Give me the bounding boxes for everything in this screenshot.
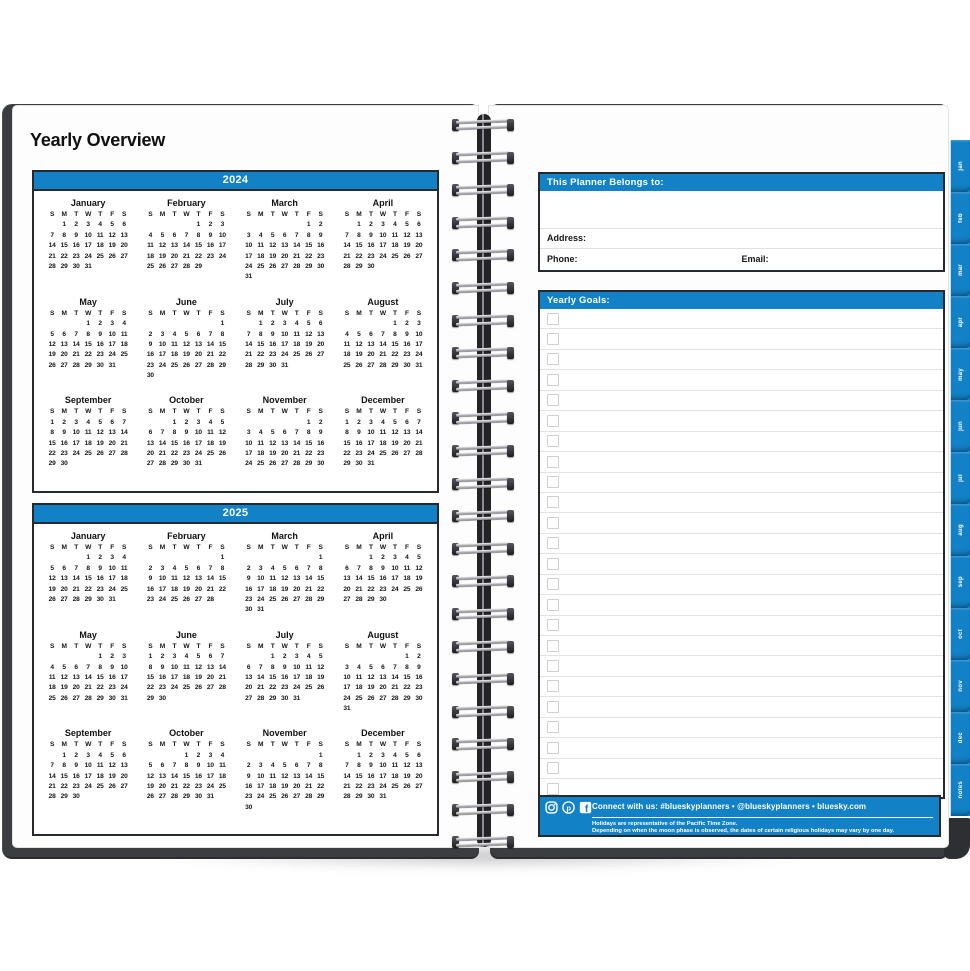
goal-checkbox[interactable]	[547, 619, 559, 631]
goal-checkbox[interactable]	[547, 558, 559, 570]
month-name: August	[367, 296, 399, 307]
goal-row[interactable]	[540, 411, 943, 431]
goal-row[interactable]	[540, 595, 943, 615]
svg-text:f: f	[584, 803, 589, 814]
mini-month-december	[334, 727, 432, 813]
month-tab-nov[interactable]	[951, 660, 970, 712]
month-grid: S M T W T F S 1 2 3 4 5 6 7 8 9 10 11 12 13 14 15 16 17 18 19 20 21 22 23 24 25 26 27 28 29 30	[245, 741, 325, 811]
month-grid: S M T W T F S 1 2 3 4 5 6 7 8 9 10 11 12 13 14 15 16 17 18 19 20 21 22 23 24 25 26 27 28 29	[146, 211, 226, 270]
goal-row[interactable]	[540, 309, 943, 329]
month-name: April	[372, 198, 394, 208]
month-grid: S M T W T F S 1 2 3 4 5 6 7 8 9 10 11 12 13 14 15 16 17 18 19 20 21 22 23 24 25 26 27 28 29 30 31	[48, 642, 128, 702]
tab-label: nov	[958, 680, 964, 692]
footer-divider	[592, 817, 933, 818]
month-tab-apr[interactable]	[951, 296, 970, 348]
goal-checkbox[interactable]	[547, 374, 559, 386]
connect-text: Connect with us: #blueskyplanners • @blueskyplanners • bluesky.com	[592, 802, 867, 811]
month-tab-jan[interactable]	[951, 140, 970, 192]
goal-row[interactable]	[540, 718, 943, 738]
yearly-goals-section	[538, 290, 945, 799]
tab-label: may	[958, 367, 964, 381]
month-name: July	[275, 296, 294, 307]
goal-row[interactable]	[540, 370, 943, 390]
goal-checkbox[interactable]	[547, 435, 559, 447]
month-grid: S M T W T F S 1 2 3 4 5 6 7 8 9 10 11 12 13 14 15 16 17 18 19 20 21 22 23 24 25 26 27 28 29 30 31	[343, 309, 423, 369]
month-grid: S M T W T F S 1 2 3 4 5 6 7 8 9 10 11 12 13 14 15 16 17 18 19 20 21 22 23 24 25 26 27 28 29 30 31	[48, 544, 128, 603]
month-name: May	[79, 629, 97, 640]
month-name: February	[167, 198, 206, 208]
email-label: Email:	[741, 254, 769, 264]
month-tab-sep[interactable]	[951, 556, 970, 608]
months-grid	[34, 524, 437, 834]
tab-label: jul	[958, 474, 964, 482]
month-grid: S M T W T F S 1 2 3 4 5 6 7 8 9 10 11 12 13 14 15 16 17 18 19 20 21 22 23 24 25 26 27 28 29 30	[146, 642, 226, 702]
year-header: 2025	[34, 505, 437, 524]
month-grid: S M T W T F S 1 2 3 4 5 6 7 8 9 10 11 12 13 14 15 16 17 18 19 20 21 22 23 24 25 26 27 28 29 30 31	[245, 211, 325, 281]
social-icons	[545, 801, 592, 814]
month-grid: S M T W T F S 1 2 3 4 5 6 7 8 9 10 11 12 13 14 15 16 17 18 19 20 21 22 23 24 25 26 27 28 29 30	[48, 741, 128, 801]
goal-checkbox[interactable]	[547, 660, 559, 672]
month-grid: S M T W T F S 1 2 3 4 5 6 7 8 9 10 11 12 13 14 15 16 17 18 19 20 21 22 23 24 25 26 27 28 29 30	[146, 309, 226, 380]
month-name: December	[361, 395, 405, 406]
tab-label: dec	[958, 732, 964, 744]
tab-label: mar	[958, 264, 964, 276]
belongs-header: This Planner Belongs to:	[540, 174, 943, 191]
month-tab-jun[interactable]	[951, 400, 970, 452]
goal-row[interactable]	[540, 616, 943, 636]
goal-row[interactable]	[540, 493, 943, 513]
month-name: October	[169, 728, 204, 739]
goal-row[interactable]	[540, 350, 943, 370]
goal-row[interactable]	[540, 636, 943, 656]
goal-checkbox[interactable]	[547, 415, 559, 427]
mini-month-august	[334, 296, 432, 382]
mini-month-january	[39, 530, 137, 616]
mini-month-november	[236, 727, 334, 813]
mini-month-february	[137, 530, 235, 616]
goal-row[interactable]	[540, 554, 943, 574]
goal-checkbox[interactable]	[547, 517, 559, 529]
goal-checkbox[interactable]	[547, 640, 559, 652]
mini-month-november	[236, 394, 334, 469]
mini-month-july	[236, 296, 334, 382]
month-name: July	[275, 629, 294, 640]
month-name: June	[175, 296, 197, 307]
month-tab-dec[interactable]	[951, 712, 970, 764]
month-grid: S M T W T F S 1 2 3 4 5 6 7 8 9 10 11 12 13 14 15 16 17 18 19 20 21 22 23 24 25 26 27 28 29 30 31	[245, 642, 325, 702]
month-name: June	[175, 629, 197, 640]
tab-label: jan	[958, 161, 964, 171]
month-tab-notes[interactable]	[951, 764, 970, 816]
mini-month-june	[137, 296, 235, 382]
month-grid: S M T W T F S 1 2 3 4 5 6 7 8 9 10 11 12 13 14 15 16 17 18 19 20 21 22 23 24 25 26 27 28 29 30 31	[48, 211, 128, 270]
month-name: January	[70, 198, 106, 208]
planner-belongs-section	[538, 172, 945, 272]
goal-checkbox[interactable]	[547, 456, 559, 468]
mini-month-december	[334, 394, 432, 469]
year-calendar-2024	[32, 170, 439, 493]
goal-checkbox[interactable]	[547, 742, 559, 754]
goal-row[interactable]	[540, 452, 943, 472]
goal-checkbox[interactable]	[547, 476, 559, 488]
month-tab-jul[interactable]	[951, 452, 970, 504]
goal-row[interactable]	[540, 534, 943, 554]
goal-row[interactable]	[540, 473, 943, 493]
mini-month-march	[236, 197, 334, 283]
instagram-icon[interactable]	[545, 801, 558, 814]
month-tab-aug[interactable]	[951, 504, 970, 556]
footer-bar	[538, 795, 941, 837]
year-calendar-2025	[32, 503, 439, 836]
phone-label: Phone:	[547, 254, 578, 264]
goal-checkbox[interactable]	[547, 496, 559, 508]
holiday-note-line2: Depending on when the moon phase is observed, the dates of certain religious holidays may vary by one day.	[592, 827, 895, 834]
goal-row[interactable]	[540, 329, 943, 349]
month-name: November	[262, 395, 307, 406]
month-tab-oct[interactable]	[951, 608, 970, 660]
mini-month-july	[236, 629, 334, 715]
month-name: September	[64, 728, 112, 739]
svg-text:p: p	[566, 803, 572, 813]
month-name: January	[70, 531, 106, 541]
right-page	[489, 106, 948, 847]
mini-month-april	[334, 197, 432, 283]
goal-checkbox[interactable]	[547, 537, 559, 549]
left-page	[13, 106, 478, 847]
month-name: September	[64, 395, 112, 406]
month-tab-mar[interactable]	[951, 244, 970, 296]
mini-month-may	[39, 629, 137, 715]
month-name: March	[271, 198, 298, 208]
tab-label: sep	[958, 576, 964, 588]
goal-row[interactable]	[540, 391, 943, 411]
month-grid: S M T W T F S 1 2 3 4 5 6 7 8 9 10 11 12 13 14 15 16 17 18 19 20 21 22 23 24 25 26 27 28	[146, 544, 226, 603]
month-grid: S M T W T F S 1 2 3 4 5 6 7 8 9 10 11 12 13 14 15 16 17 18 19 20 21 22 23 24 25 26 27 28 29 30	[48, 408, 128, 468]
month-grid: S M T W T F S 1 2 3 4 5 6 7 8 9 10 11 12 13 14 15 16 17 18 19 20 21 22 23 24 25 26 27 28 29 30	[343, 544, 423, 603]
month-name: August	[367, 629, 399, 640]
month-tab-feb[interactable]	[951, 192, 970, 244]
goal-checkbox[interactable]	[547, 762, 559, 774]
mini-month-january	[39, 197, 137, 283]
tab-label: apr	[958, 316, 964, 328]
goal-row[interactable]	[540, 759, 943, 779]
goals-header: Yearly Goals:	[540, 292, 943, 309]
mini-month-august	[334, 629, 432, 715]
tab-label: feb	[958, 213, 964, 223]
month-tab-may[interactable]	[951, 348, 970, 400]
month-name: December	[361, 728, 405, 739]
holiday-note-line1: Holidays are representative of the Pacific Time Zone.	[592, 821, 738, 827]
goal-rows	[540, 309, 943, 797]
mini-month-april	[334, 530, 432, 616]
month-name: February	[167, 531, 206, 541]
month-grid: S M T W T F S 1 2 3 4 5 6 7 8 9 10 11 12 13 14 15 16 17 18 19 20 21 22 23 24 25 26 27 28 29 30 31	[245, 309, 325, 369]
month-grid: S M T W T F S 1 2 3 4 5 6 7 8 9 10 11 12 13 14 15 16 17 18 19 20 21 22 23 24 25 26 27 28 29 30 31	[343, 642, 423, 713]
tab-label: aug	[958, 524, 964, 536]
goal-checkbox[interactable]	[547, 333, 559, 345]
goal-checkbox[interactable]	[547, 394, 559, 406]
mini-month-september	[39, 394, 137, 469]
year-header: 2024	[34, 172, 437, 191]
goal-checkbox[interactable]	[547, 353, 559, 365]
owner-name-field[interactable]	[540, 191, 943, 229]
address-row[interactable]	[540, 229, 943, 249]
goal-checkbox[interactable]	[547, 701, 559, 713]
month-tab-strip	[950, 140, 970, 816]
month-name: October	[169, 395, 204, 406]
tab-label: jun	[958, 421, 964, 431]
month-name: November	[262, 728, 307, 739]
goal-checkbox[interactable]	[547, 578, 559, 590]
months-grid	[34, 191, 437, 491]
mini-month-may	[39, 296, 137, 382]
address-label: Address:	[547, 233, 587, 243]
goal-row[interactable]	[540, 432, 943, 452]
goal-checkbox[interactable]	[547, 599, 559, 611]
month-name: March	[271, 531, 298, 541]
month-grid: S M T W T F S 1 2 3 4 5 6 7 8 9 10 11 12 13 14 15 16 17 18 19 20 21 22 23 24 25 26 27 28 29 30 31	[146, 741, 226, 801]
month-grid: S M T W T F S 1 2 3 4 5 6 7 8 9 10 11 12 13 14 15 16 17 18 19 20 21 22 23 24 25 26 27 28 29 30	[343, 211, 423, 270]
month-name: April	[372, 531, 394, 541]
goal-row[interactable]	[540, 738, 943, 758]
month-name: May	[79, 296, 97, 307]
goal-row[interactable]	[540, 513, 943, 533]
tab-label: oct	[958, 629, 964, 639]
mini-month-october	[137, 394, 235, 469]
goal-row[interactable]	[540, 677, 943, 697]
month-grid: S M T W T F S 1 2 3 4 5 6 7 8 9 10 11 12 13 14 15 16 17 18 19 20 21 22 23 24 25 26 27 28 29 30 31	[245, 544, 325, 614]
month-grid: S M T W T F S 1 2 3 4 5 6 7 8 9 10 11 12 13 14 15 16 17 18 19 20 21 22 23 24 25 26 27 28 29 30 31	[343, 741, 423, 801]
mini-month-march	[236, 530, 334, 616]
goal-row[interactable]	[540, 656, 943, 676]
page-title: Yearly Overview	[30, 130, 166, 150]
phone-email-row[interactable]	[540, 249, 943, 269]
month-grid: S M T W T F S 1 2 3 4 5 6 7 8 9 10 11 12 13 14 15 16 17 18 19 20 21 22 23 24 25 26 27 28 29 30 31	[146, 408, 226, 468]
tab-label: notes	[958, 781, 964, 799]
goal-checkbox[interactable]	[547, 721, 559, 733]
facebook-icon[interactable]	[579, 801, 592, 814]
month-grid: S M T W T F S 1 2 3 4 5 6 7 8 9 10 11 12 13 14 15 16 17 18 19 20 21 22 23 24 25 26 27 28 29 30 31	[48, 309, 128, 369]
month-grid: S M T W T F S 1 2 3 4 5 6 7 8 9 10 11 12 13 14 15 16 17 18 19 20 21 22 23 24 25 26 27 28 29 30	[245, 408, 325, 468]
mini-month-june	[137, 629, 235, 715]
goal-row[interactable]	[540, 575, 943, 595]
goal-checkbox[interactable]	[547, 783, 559, 795]
mini-month-october	[137, 727, 235, 813]
mini-month-september	[39, 727, 137, 813]
goal-checkbox[interactable]	[547, 313, 559, 325]
month-grid: S M T W T F S 1 2 3 4 5 6 7 8 9 10 11 12 13 14 15 16 17 18 19 20 21 22 23 24 25 26 27 28 29 30 31	[343, 408, 423, 468]
mini-month-february	[137, 197, 235, 283]
pinterest-icon[interactable]	[562, 801, 575, 814]
goal-row[interactable]	[540, 697, 943, 717]
goal-checkbox[interactable]	[547, 680, 559, 692]
